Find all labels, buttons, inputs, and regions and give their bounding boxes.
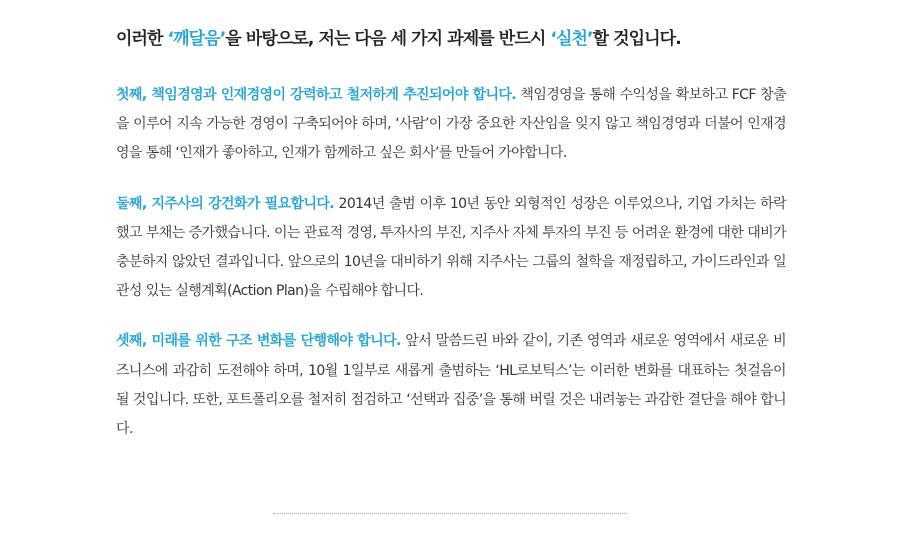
paragraph-third-task <box>116 327 786 444</box>
intro-text-after: 할 것입니다. <box>592 29 681 49</box>
paragraph-second-lead: 둘째, 지주사의 강건화가 필요합니다. <box>116 195 335 212</box>
intro-statement <box>116 26 786 52</box>
paragraph-second-task <box>116 190 786 307</box>
intro-text-before: 이러한 <box>116 29 168 49</box>
letter-body <box>116 26 786 465</box>
paragraph-second-body: 2014년 출범 이후 10년 동안 외형적인 성장은 이루었으나, 기업 가치는 하락했고 부채는 증가했습니다. 이는 관료적 경영, 투자사의 부진, 지주사 자체 투자의 부진 등 어려운 환경에 대한 대비가 충분하지 않았던 결과입니다. 앞으로의 10년을 대비하기 위해 지주사는 그룹의 철학을 재정립하고, 가이드라인과 일관성 있는 실행계획(Action Plan)을 수립해야 합니다. <box>116 195 786 300</box>
paragraph-third-body: 앞서 말씀드린 바와 같이, 기존 영역과 새로운 영역에서 새로운 비즈니스에 과감히 도전해야 하며, 10월 1일부로 새롭게 출범하는 ‘HL로보틱스’는 이러한 변화를 대표하는 첫걸음이 될 것입니다. 또한, 포트폴리오를 철저히 점검하고 ‘선택과 집중’을 통해 버릴 것은 내려놓는 과감한 결단을 해야 합니다. <box>116 333 787 438</box>
paragraph-first-body: 책임경영을 통해 수익성을 확보하고 FCF 창출을 이루어 지속 가능한 경영이 구축되어야 하며, ‘사람’이 가장 중요한 자산임을 잊지 않고 책임경영과 더불어 인재경영을 통해 ‘인재가 좋아하고, 인재가 함께하고 싶은 회사’를 만들어 가야합니다. <box>116 87 786 162</box>
dotted-divider <box>273 513 627 514</box>
paragraph-first-task <box>116 81 786 169</box>
intro-highlight-realization: ‘깨달음’ <box>167 29 226 49</box>
paragraph-third-lead: 셋째, 미래를 위한 구조 변화를 단행해야 합니다. <box>116 333 401 350</box>
intro-highlight-practice: ‘실천’ <box>550 29 593 49</box>
paragraph-first-lead: 첫째, 책임경영과 인재경영이 강력하고 철저하게 추진되어야 합니다. <box>116 87 517 103</box>
intro-text-middle: 을 바탕으로, 저는 다음 세 가지 과제를 반드시 <box>225 29 551 49</box>
